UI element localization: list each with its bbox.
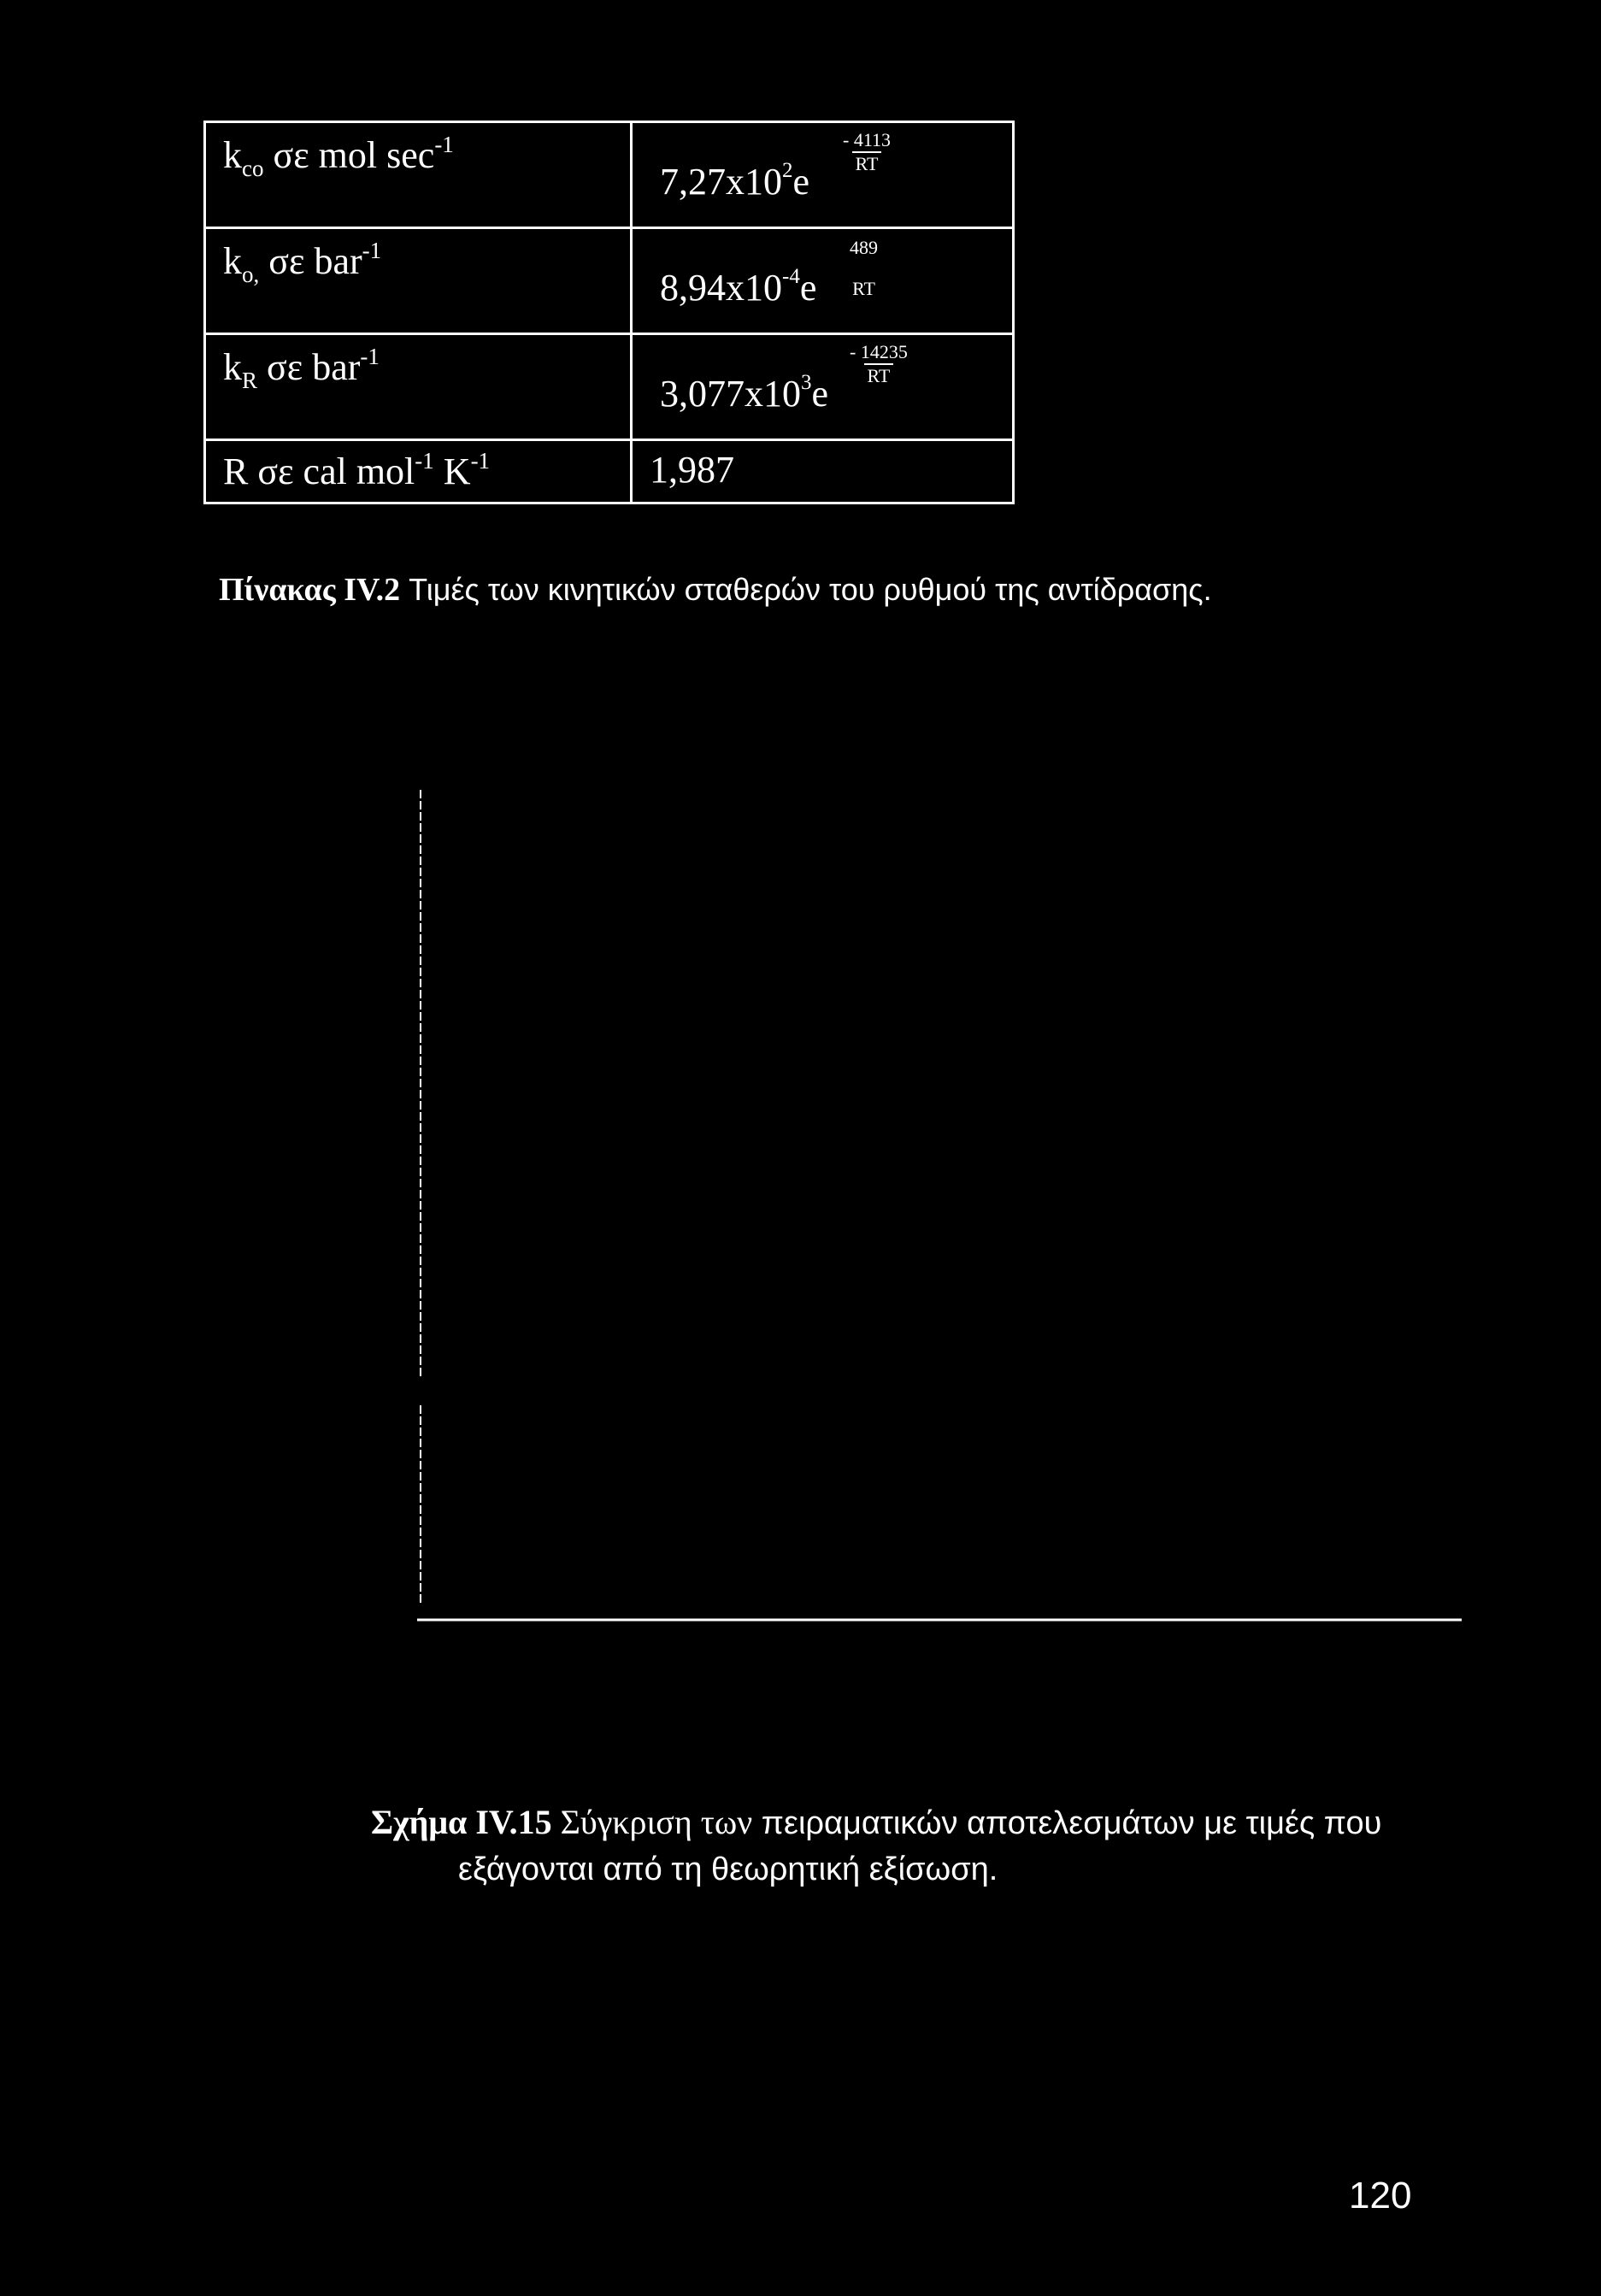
- page-number: 120: [1349, 2175, 1412, 2217]
- value-expression: $7,27x10^2e$: [660, 159, 810, 203]
- table-cell-value: [632, 440, 1014, 503]
- table-row: [205, 334, 1014, 440]
- figure-caption: Σχήμα IV.15 Σύγκριση των πειραματικών αποτελεσμάτων με τιμές που: [371, 1803, 1382, 1841]
- table-cell-value: [632, 228, 1014, 334]
- table-cell-label: [205, 334, 632, 440]
- table-row: [205, 228, 1014, 334]
- row-label: $k_{co}$ σε mol $\sec^{-1}$: [223, 132, 454, 181]
- exponent-fraction: $\frac{- 4113}{RT}$: [843, 129, 892, 174]
- table-row: [205, 440, 1014, 503]
- table-caption: Πίνακας IV.2 Τιμές των κινητικών σταθερών του ρυθμού της αντίδρασης.: [219, 572, 1212, 608]
- row-label: $k_{o,}$ σε bar$^{-1}$: [223, 238, 382, 288]
- row-label: $k_R$ σε bar$^{-1}$: [223, 344, 380, 394]
- exponent-fraction: $\frac{- 14235}{RT}$: [850, 341, 908, 387]
- exponent-fraction: 489 RT: [850, 237, 878, 300]
- table-row: [205, 122, 1014, 228]
- table-cell-label: [205, 122, 632, 228]
- figure-caption-line2: εξάγονται από τη θεωρητική εξίσωση.: [458, 1852, 998, 1887]
- row-value: 1,987: [650, 449, 734, 492]
- table-cell-value: [632, 334, 1014, 440]
- table-cell-label: [205, 440, 632, 503]
- table-cell-label: [205, 228, 632, 334]
- value-expression: $3,077x10^3e$: [660, 371, 829, 415]
- value-expression: $8,94x10^{-4}e$: [660, 265, 817, 309]
- figure-axes: [410, 786, 1470, 1641]
- kinetic-constants-table: [203, 121, 1015, 504]
- table-cell-value: [632, 122, 1014, 228]
- row-label: R σε cal mol$^{-1}$ $K^{-1}$: [223, 448, 491, 493]
